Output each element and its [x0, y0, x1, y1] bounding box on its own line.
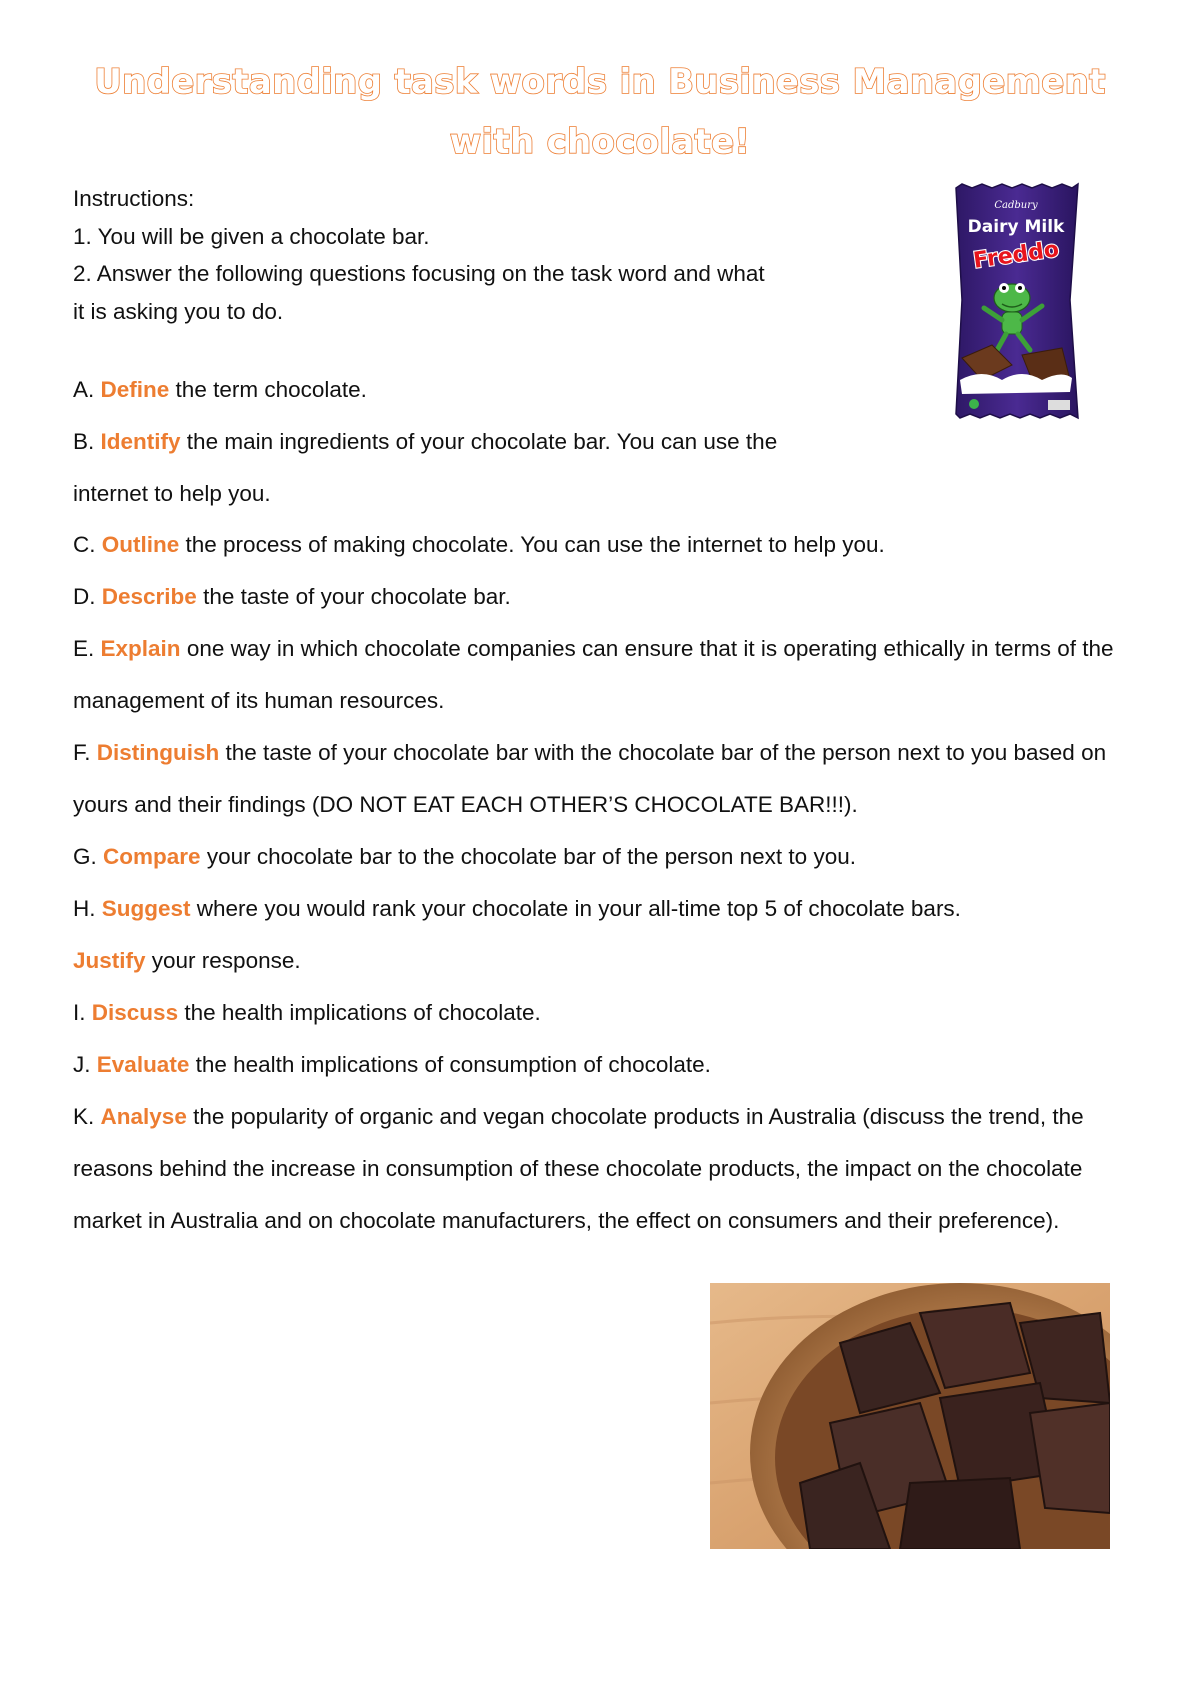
wrapper-product: Dairy Milk	[967, 217, 1065, 237]
task-word-explain: Explain	[100, 636, 181, 661]
page-title: Understanding task words in Business Management with chocolate!	[94, 62, 1106, 162]
task-word-distinguish: Distinguish	[96, 740, 220, 765]
task-word-justify: Justify	[73, 948, 146, 973]
question-e: E. Explain one way in which chocolate companies can ensure that it is operating ethically in terms of the management of its human resources.	[73, 636, 1114, 713]
instruction-1: 1. You will be given a chocolate bar.	[73, 223, 430, 249]
instruction-2: 2. Answer the following questions focusing on the task word and what	[73, 261, 765, 286]
task-word-suggest: Suggest	[101, 896, 191, 921]
question-j: J. Evaluate the health implications of consumption of chocolate.	[73, 1052, 711, 1077]
task-word-discuss: Discuss	[91, 1000, 179, 1025]
instructions	[73, 180, 913, 330]
task-word-compare: Compare	[103, 844, 201, 869]
wrapper-brand: Cadbury	[994, 200, 1038, 211]
task-word-evaluate: Evaluate	[96, 1052, 190, 1077]
question-b: B. Identify the main ingredients of your chocolate bar. You can use the internet to help you.	[73, 429, 778, 506]
task-word-identify: Identify	[100, 429, 181, 454]
question-d: D. Describe the taste of your chocolate bar.	[73, 584, 511, 609]
question-k: K. Analyse the popularity of organic and vegan chocolate products in Australia (discuss the trend, the reasons behind the increase in consumption of these chocolate products, the impact on the chocolate market in Australia and on chocolate manufacturers, the effect on consumers and their preference).	[73, 1104, 1084, 1233]
task-word-analyse: Analyse	[100, 1104, 187, 1129]
instruction-2-cont: it is asking you to do.	[73, 298, 284, 324]
question-h: H. Suggest where you would rank your chocolate in your all-time top 5 of chocolate bars. Justify your response.	[73, 896, 961, 973]
question-g: G. Compare your chocolate bar to the chocolate bar of the person next to you.	[73, 844, 856, 869]
task-word-outline: Outline	[101, 532, 180, 557]
question-c: C. Outline the process of making chocolate. You can use the internet to help you.	[73, 532, 885, 557]
chocolate-bowl-image	[710, 1283, 1110, 1549]
task-word-define: Define	[100, 377, 170, 402]
wrapper-name: Freddo	[971, 237, 1061, 274]
question-a: A. Define the term chocolate.	[73, 377, 367, 402]
task-word-describe: Describe	[101, 584, 197, 609]
question-f: F. Distinguish the taste of your chocolate bar with the chocolate bar of the person next to you based on yours and their findings (DO NOT EAT EACH OTHER’S CHOCOLATE BAR!!!).	[73, 740, 1107, 817]
question-list	[73, 364, 1133, 1247]
instructions-heading: Instructions:	[73, 186, 195, 211]
question-i: I. Discuss the health implications of chocolate.	[73, 1000, 541, 1025]
